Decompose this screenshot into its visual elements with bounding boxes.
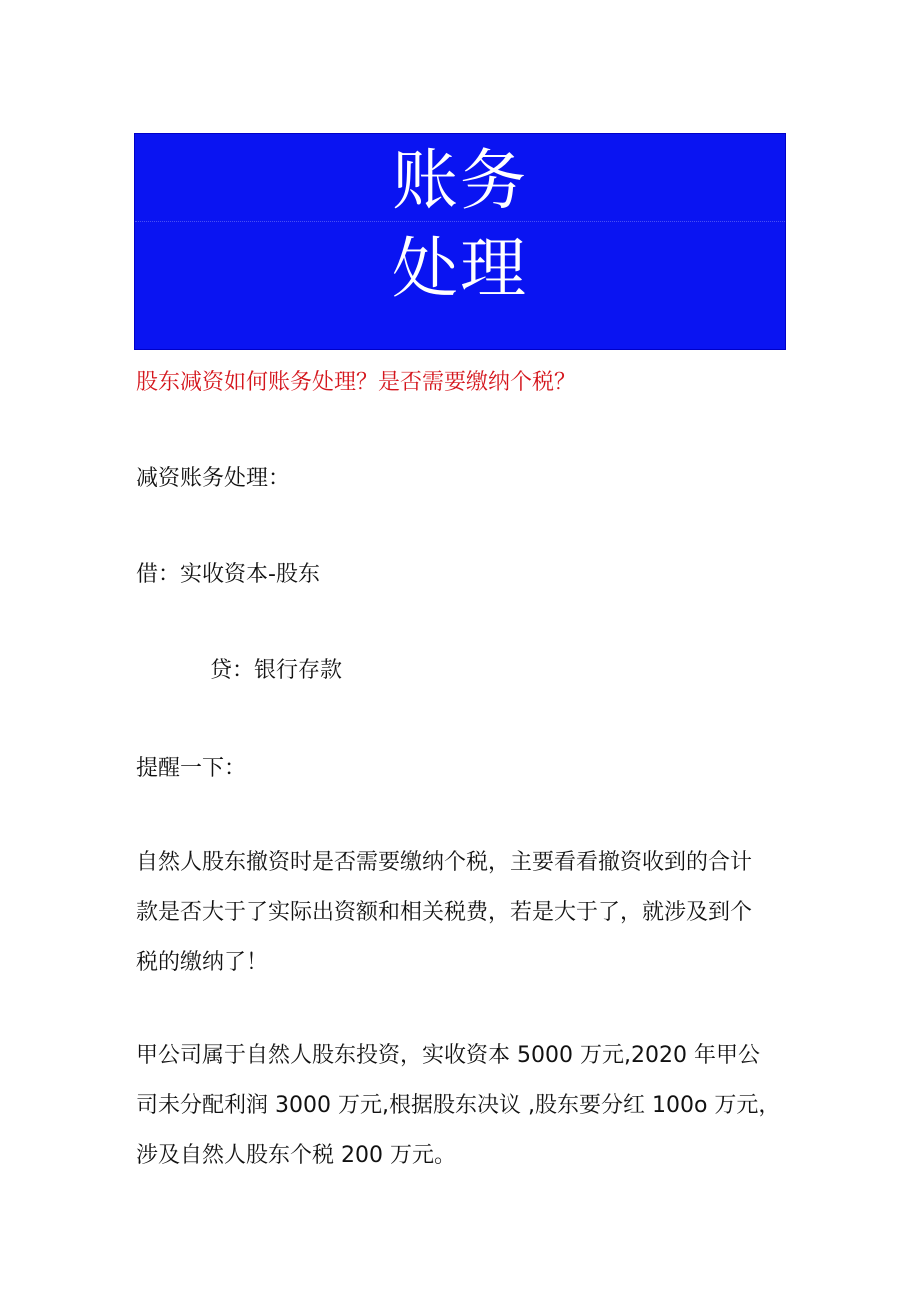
title-banner xyxy=(134,133,786,350)
article-headline: 股东减资如何账务处理？是否需要缴纳个税？ xyxy=(136,370,577,395)
paragraph-example xyxy=(136,1043,786,1193)
paragraph-line: 自然人股东撤资时是否需要缴纳个税，主要看看撤资收到的合计 xyxy=(136,850,753,875)
paragraph-line: 税的缴纳了！ xyxy=(136,950,269,975)
banner-divider xyxy=(135,221,785,222)
banner-title-line-2: 处理 xyxy=(392,230,528,307)
paragraph-line: 司未分配利润 3000 万元,根据股东决议 ,股东要分红 100o 万元， xyxy=(136,1093,781,1118)
reminder-title: 提醒一下： xyxy=(136,756,247,781)
paragraph-tax-explanation xyxy=(136,850,786,1000)
paragraph-line: 甲公司属于自然人股东投资，实收资本 5000 万元,2020 年甲公 xyxy=(136,1043,760,1068)
paragraph-line: 款是否大于了实际出资额和相关税费，若是大于了，就涉及到个 xyxy=(136,900,753,925)
banner-title-line-1: 账务 xyxy=(392,142,528,219)
paragraph-line: 涉及自然人股东个税 200 万元。 xyxy=(136,1143,456,1168)
section-title: 减资账务处理： xyxy=(136,466,291,491)
debit-entry: 借：实收资本-股东 xyxy=(136,562,320,587)
credit-entry: 贷：银行存款 xyxy=(210,658,343,683)
